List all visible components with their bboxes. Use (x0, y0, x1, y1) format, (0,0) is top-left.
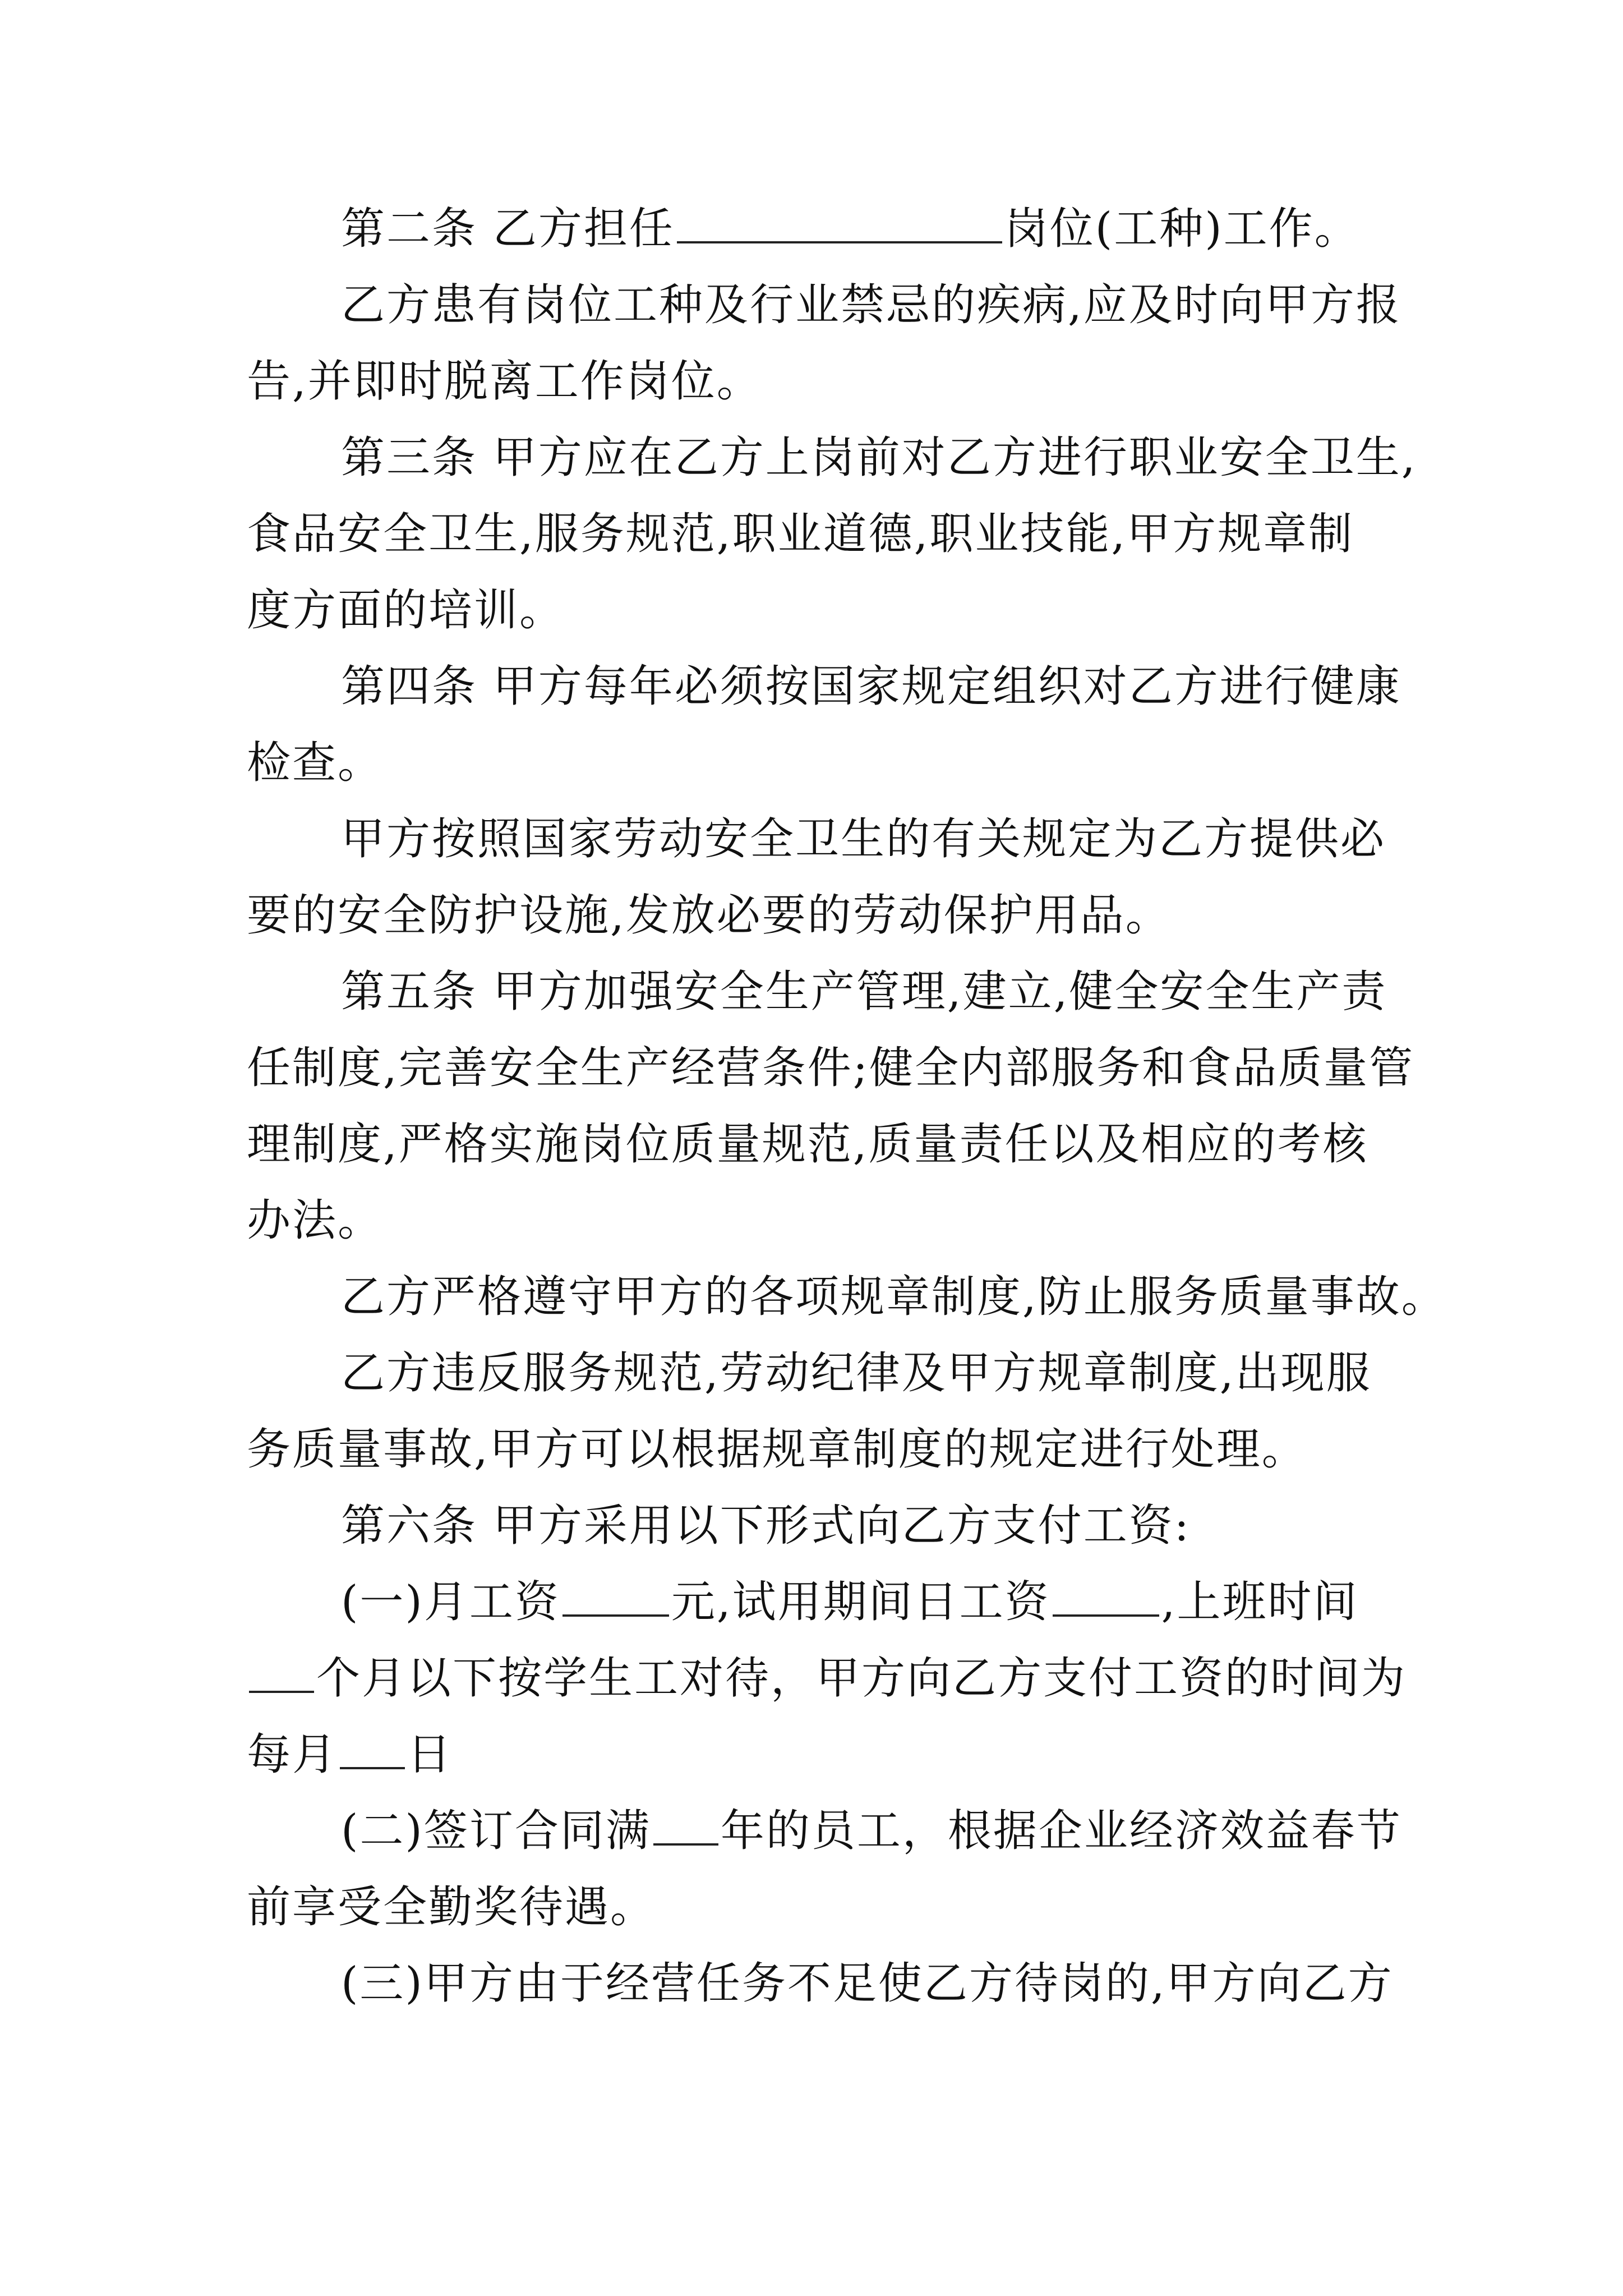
item-1-line-3-before: 每月 (247, 1729, 338, 1780)
article-5-para-3-line-1: 乙方违反服务规范,劳动纪律及甲方规章制度,出现服 (341, 1348, 1372, 1398)
item-2-after: 年的员工，根据企业经济效益春节 (720, 1806, 1402, 1856)
item-2-before: (二)签订合同满 (341, 1806, 651, 1856)
item-1-line-3-after: 日 (407, 1729, 453, 1780)
article-6-item-2-line-2: 前享受全勤奖待遇。 (247, 1882, 656, 1932)
article-3-line-2: 食品安全卫生,服务规范,职业道德,职业技能,甲方规章制 (247, 509, 1354, 559)
article-3-line-1: 第三条 甲方应在乙方上岗前对乙方进行职业安全卫生, (341, 432, 1417, 483)
article-5-line-2: 任制度,完善安全生产经营条件;健全内部服务和食品质量管 (247, 1043, 1415, 1093)
years-blank (653, 1809, 718, 1846)
article-4-para-2-line-2: 要的安全防护设施,发放必要的劳动保护用品。 (247, 890, 1171, 941)
article-2-text-after-blank: 岗位(工种)工作。 (1004, 204, 1360, 254)
item-1-line-2-text: 个月以下按学生工对待，甲方向乙方支付工资的时间为 (316, 1653, 1407, 1704)
article-4-line-2: 检查。 (247, 738, 384, 788)
article-5-para-3-line-2: 务质量事故,甲方可以根据规章制度的规定进行处理。 (247, 1424, 1307, 1475)
article-5-para-2-line-1: 乙方严格遵守甲方的各项规章制度,防止服务质量事故。 (341, 1272, 1447, 1322)
item-1-trial-text: 元,试用期间日工资 (671, 1577, 1050, 1627)
article-2-para-2-line-2: 告,并即时脱离工作岗位。 (247, 356, 762, 407)
article-2-line-1 (247, 191, 1380, 267)
article-6-item-2-line-1 (247, 1793, 1402, 1869)
article-6-item-1-line-3 (247, 1717, 1380, 1793)
position-blank (677, 206, 1002, 243)
months-blank (249, 1656, 314, 1693)
article-6-item-3-line-1: (三)甲方由于经营任务不足使乙方待岗的,甲方向乙方 (341, 1958, 1394, 2009)
article-6-item-1-line-2 (247, 1640, 1407, 1717)
daily-wage-blank (1053, 1580, 1159, 1617)
article-5-line-1: 第五条 甲方加强安全生产管理,建立,健全安全生产责 (341, 967, 1387, 1017)
article-5-line-3: 理制度,严格实施岗位质量规范,质量责任以及相应的考核 (247, 1119, 1368, 1170)
article-5-line-4: 办法。 (247, 1195, 384, 1246)
article-4-para-2-line-1: 甲方按照国家劳动安全卫生的有关规定为乙方提供必 (341, 814, 1386, 864)
item-1-worktime-text: ,上班时间 (1161, 1577, 1359, 1627)
article-6-item-1-line-1 (247, 1564, 1380, 1640)
document-body (247, 191, 1447, 2022)
article-6-line-1: 第六条 甲方采用以下形式向乙方支付工资: (341, 1501, 1191, 1551)
article-4-line-1: 第四条 甲方每年必须按国家规定组织对乙方进行健康 (341, 661, 1401, 712)
monthly-wage-blank (562, 1580, 669, 1617)
article-3-line-3: 度方面的培训。 (247, 585, 565, 636)
article-2-text-before-blank: 第二条 乙方担任 (341, 204, 675, 254)
pay-day-blank (340, 1732, 405, 1769)
item-1-label: (一)月工资 (341, 1577, 560, 1627)
article-2-para-2-line-1: 乙方患有岗位工种及行业禁忌的疾病,应及时向甲方报 (341, 280, 1401, 330)
